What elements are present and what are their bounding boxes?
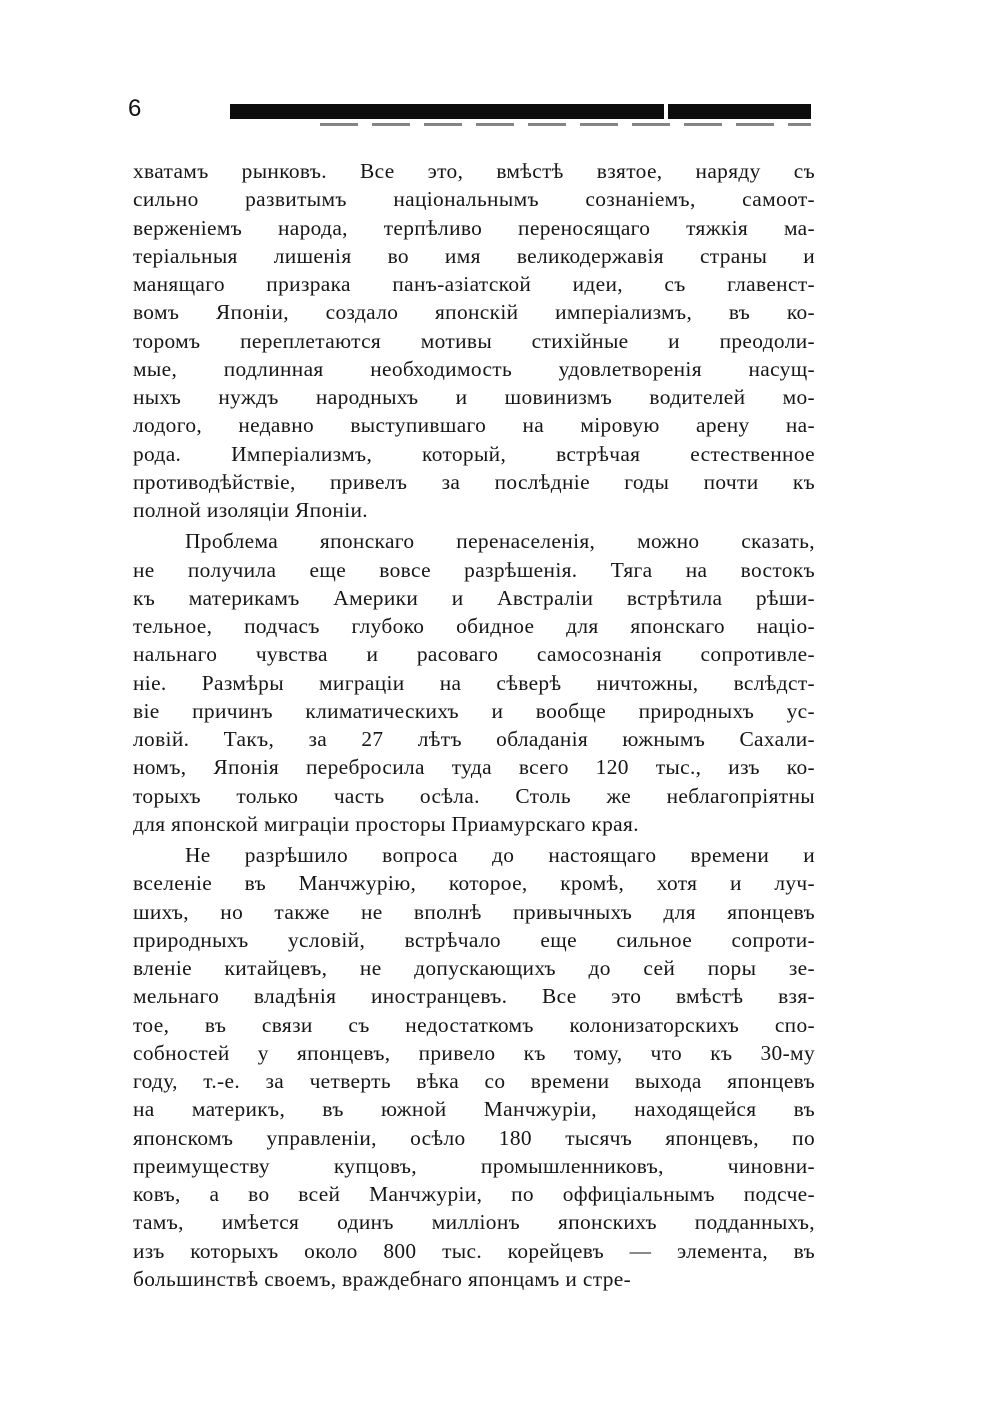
text-line: вомъ Японіи, создало японскій имперіализмъ, въ ко-: [133, 300, 815, 325]
paragraph: [133, 841, 815, 1293]
paragraph: [133, 527, 815, 838]
text-line: японскомъ управленіи, осѣло 180 тысячъ японцевъ, по: [133, 1125, 815, 1150]
text-line: рода. Имперіализмъ, который, встрѣчая естественное: [133, 441, 815, 466]
page-number: 6: [128, 95, 142, 122]
text-line: тельное, подчасъ глубоко обидное для японскаго націо-: [133, 614, 815, 638]
text-line: полной изоляціи Японіи.: [133, 498, 369, 522]
text-line: ловій. Такъ, за 27 лѣтъ обладанія южнымъ Сахали-: [133, 727, 815, 751]
text-line: сильно развитымъ національнымъ сознаніемъ, самоот-: [133, 187, 815, 212]
text-line: теріальныя лишенія во имя великодержавія страны и: [133, 243, 815, 268]
text-line: вселеніе въ Манчжурію, которое, кромѣ, хотя и луч-: [133, 871, 815, 896]
header-rule-bar: [230, 104, 811, 119]
text-line: собностей у японцевъ, привело къ тому, что къ 30-му: [133, 1040, 815, 1065]
text-line: Проблема японскаго перенаселенія, можно сказать,: [185, 529, 815, 554]
paragraph: [133, 157, 815, 524]
text-line: хватамъ рынковъ. Все это, вмѣстѣ взятое, наряду съ: [133, 159, 815, 183]
text-line: тамъ, имѣется одинъ милліонъ японскихъ подданныхъ,: [133, 1210, 815, 1235]
text-line: Не разрѣшило вопроса до настоящаго времени и: [185, 843, 815, 867]
text-line: тое, въ связи съ недостаткомъ колонизаторскихъ спо-: [133, 1012, 815, 1037]
text-line: преимуществу купцовъ, промышленниковъ, чиновни-: [133, 1153, 815, 1178]
text-line: къ материкамъ Америки и Австраліи встрѣтила рѣши-: [133, 585, 815, 610]
text-line: для японской миграціи просторы Приамурскаго края.: [133, 811, 639, 836]
text-line: нальнаго чувства и расоваго самосознанія сопротивле-: [133, 642, 815, 667]
text-line: изъ которыхъ около 800 тыс. корейцевъ — элемента, въ: [133, 1238, 815, 1263]
text-line: номъ, Японія перебросила туда всего 120 тыс., изъ ко-: [133, 755, 815, 780]
text-line: противодѣйствіе, привелъ за послѣдніе годы почти къ: [133, 469, 815, 494]
text-line: не получила еще вовсе разрѣшенія. Тяга на востокъ: [133, 557, 815, 582]
text-line: лодого, недавно выступившаго на міровую арену на-: [133, 413, 815, 438]
text-line: на материкъ, въ южной Манчжуріи, находящейся въ: [133, 1097, 815, 1122]
text-line: природныхъ условій, встрѣчало еще сильное сопроти-: [133, 927, 815, 952]
header-rule: [230, 104, 811, 130]
text-line: мые, подлинная необходимость удовлетворенія насущ-: [133, 356, 815, 381]
text-line: вленіе китайцевъ, не допускающихъ до сей поры зе-: [133, 956, 815, 980]
header-rule-notch: [664, 104, 668, 119]
text-line: ніе. Размѣры миграціи на сѣверѣ ничтожны, вслѣдст-: [133, 670, 815, 695]
text-line: большинствѣ своемъ, враждебнаго японцамъ и стре-: [133, 1266, 632, 1291]
header-rule-underline: [320, 123, 811, 126]
text-line: торомъ переплетаются мотивы стихійные и преодоли-: [133, 328, 815, 353]
text-line: шихъ, но также не вполнѣ привычныхъ для японцевъ: [133, 899, 815, 924]
text-line: ковъ, а во всей Манчжуріи, по оффиціальнымъ подсче-: [133, 1182, 815, 1206]
text-line: ныхъ нуждъ народныхъ и шовинизмъ водителей мо-: [133, 385, 815, 409]
text-line: торыхъ только часть осѣла. Столь же неблагопріятны: [133, 783, 815, 808]
text-line: году, т.-е. за четверть вѣка со времени выхода японцевъ: [133, 1069, 815, 1093]
text-line: мельнаго владѣнія иностранцевъ. Все это вмѣстѣ взя-: [133, 984, 815, 1009]
text-line: верженіемъ народа, терпѣливо переносящаго тяжкія ма-: [133, 215, 815, 240]
text-line: віе причинъ климатическихъ и вообще природныхъ ус-: [133, 698, 815, 723]
body-text: [133, 157, 815, 1296]
text-line: манящаго призрака панъ-азіатской идеи, съ главенст-: [133, 272, 815, 296]
